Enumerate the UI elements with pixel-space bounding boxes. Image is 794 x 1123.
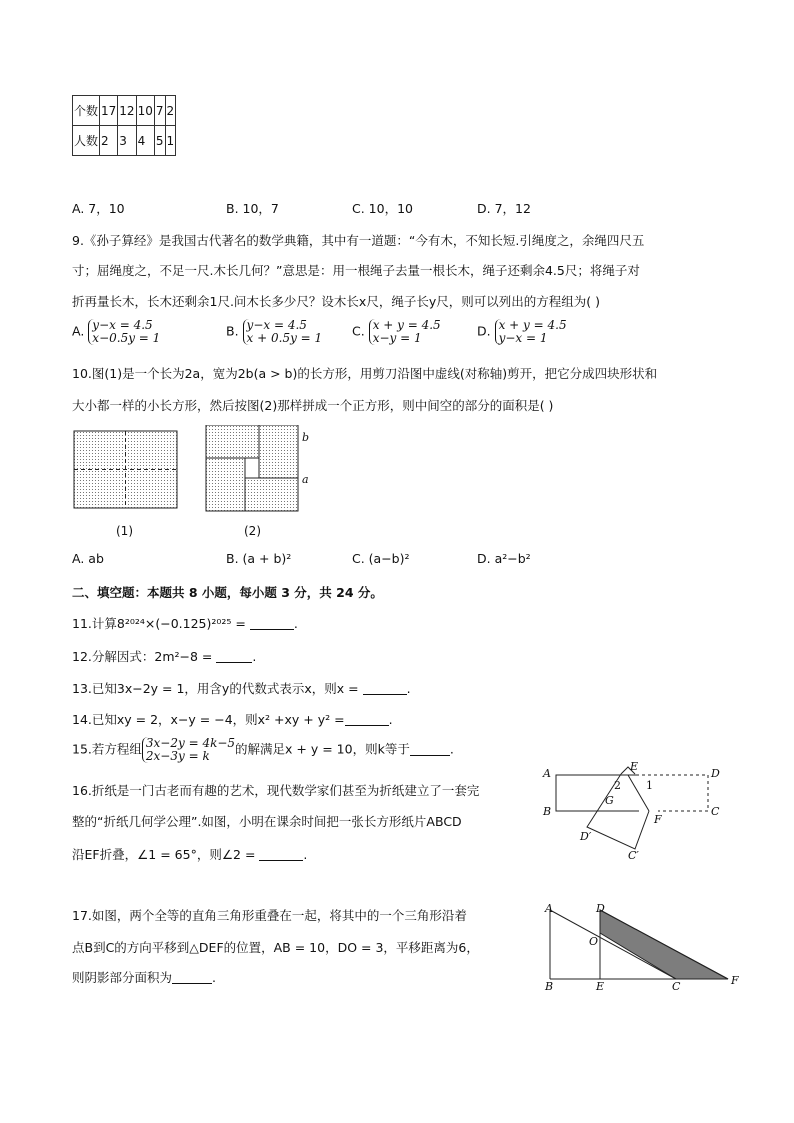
figure2-piece-bottom bbox=[245, 478, 298, 511]
equation-system bbox=[243, 319, 323, 345]
q9-line3: 折再量长木，长木还剩余1尺.问木长多少尺？设木长x尺，绳子长y尺，则可以列出的方程组为( ) bbox=[72, 294, 600, 309]
answer-blank bbox=[363, 682, 407, 695]
section2-heading: 二、填空题：本题共 8 小题，每小题 3 分，共 24 分。 bbox=[72, 585, 383, 600]
point-a: A bbox=[545, 902, 553, 915]
angle-2-label: 2 bbox=[614, 779, 621, 792]
figure2-piece-right bbox=[259, 425, 298, 478]
q9-option-c bbox=[352, 319, 441, 345]
figure1-caption: (1) bbox=[116, 524, 133, 538]
table-cell: 1 bbox=[165, 126, 176, 156]
table-row bbox=[73, 126, 176, 156]
point-d: D bbox=[711, 767, 720, 780]
point-f: F bbox=[654, 813, 662, 826]
q17-line3: 则阴影部分面积为 . bbox=[72, 970, 216, 985]
option-label: B. bbox=[226, 323, 239, 339]
q11-text: 11.计算8²⁰²⁴×(−0.125)²⁰²⁵ = bbox=[72, 616, 246, 631]
option-label: D. bbox=[477, 323, 491, 339]
q9-option-a bbox=[72, 319, 160, 345]
q17-translation-figure bbox=[540, 900, 740, 990]
q9-line2: 寸；屈绳度之，不足一尺.木长几何？”意思是：用一根绳子去量一根长木，绳子还剩余4.5尺；将绳子对 bbox=[72, 263, 640, 278]
label-b: b bbox=[302, 431, 310, 444]
figure2-piece-top bbox=[206, 425, 259, 458]
q15-prefix: 15.若方程组 bbox=[72, 741, 142, 757]
table-cell: 10 bbox=[136, 96, 154, 126]
q10-option-d: D. a²−b² bbox=[477, 551, 531, 566]
equation: y−x = 1 bbox=[498, 331, 548, 345]
q10-line1: 10.图(1)是一个长为2a，宽为2b(a > b)的长方形，用剪刀沿图中虚线(对称轴)剪开，把它分成四块形状和 bbox=[72, 366, 658, 381]
table-cell: 人数 bbox=[73, 126, 100, 156]
equation: x + y = 4.5 bbox=[498, 318, 567, 332]
point-c: C bbox=[672, 980, 681, 993]
q10-option-c: C. (a−b)² bbox=[352, 551, 410, 566]
point-d-prime: D′ bbox=[580, 830, 592, 843]
q9-option-b bbox=[226, 319, 322, 345]
equation: 2x−3y = k bbox=[145, 749, 210, 763]
q16-line3-text: 沿EF折叠，∠1 = 65°，则∠2 = bbox=[72, 847, 256, 862]
equation-system bbox=[142, 737, 235, 763]
table-cell: 7 bbox=[154, 96, 165, 126]
answer-blank bbox=[259, 848, 303, 861]
q11: 11.计算8²⁰²⁴×(−0.125)²⁰²⁵ = . bbox=[72, 616, 298, 631]
q14: 14.已知xy = 2，x−y = −4，则x² +xy + y² = . bbox=[72, 712, 393, 727]
figure2-center-hole bbox=[245, 458, 259, 478]
table-cell: 3 bbox=[118, 126, 136, 156]
point-o: O bbox=[589, 935, 599, 948]
label-a: a bbox=[302, 473, 309, 486]
q9-line1: 9.《孙子算经》是我国古代著名的数学典籍，其中有一道题：“今有木，不知长短.引绳度之，余绳四尺五 bbox=[72, 233, 645, 248]
equation: x + y = 4.5 bbox=[372, 318, 441, 332]
q8-option-b: B. 10，7 bbox=[226, 201, 279, 216]
point-c: C bbox=[711, 805, 720, 818]
q10-figures bbox=[70, 425, 320, 520]
table-cell: 12 bbox=[118, 96, 136, 126]
point-g: G bbox=[605, 794, 614, 807]
answer-blank bbox=[172, 971, 212, 984]
q13: 13.已知3x−2y = 1，用含y的代数式表示x，则x = . bbox=[72, 681, 411, 696]
option-label: A. bbox=[72, 323, 85, 339]
equation-system bbox=[495, 319, 567, 345]
table-row bbox=[73, 96, 176, 126]
table-cell: 5 bbox=[154, 126, 165, 156]
q17-line1: 17.如图，两个全等的直角三角形重叠在一起，将其中的一个三角形沿着 bbox=[72, 908, 467, 923]
q17-line3-text: 则阴影部分面积为 bbox=[72, 970, 173, 985]
figure2-piece-left bbox=[206, 458, 245, 511]
q12: 12.分解因式：2m²−8 = . bbox=[72, 649, 257, 664]
equation: y−x = 4.5 bbox=[246, 318, 307, 332]
option-label: C. bbox=[352, 323, 365, 339]
rectangle-solid-edge bbox=[556, 775, 639, 811]
angle-1-label: 1 bbox=[646, 779, 653, 792]
table-cell: 4 bbox=[136, 126, 154, 156]
answer-blank bbox=[345, 713, 389, 726]
answer-blank bbox=[216, 650, 252, 663]
point-b: B bbox=[545, 980, 554, 993]
q10-line2: 大小都一样的小长方形，然后按图(2)那样拼成一个正方形，则中间空的部分的面积是( ) bbox=[72, 398, 554, 413]
point-c-prime: C′ bbox=[628, 849, 639, 862]
point-e: E bbox=[596, 980, 605, 993]
point-d: D bbox=[596, 902, 605, 915]
point-a: A bbox=[543, 767, 551, 780]
q16-line3: 沿EF折叠，∠1 = 65°，则∠2 = . bbox=[72, 847, 308, 862]
answer-blank bbox=[410, 743, 450, 756]
equation: x−y = 1 bbox=[372, 331, 422, 345]
q16-line1: 16.折纸是一门古老而有趣的艺术，现代数学家们甚至为折纸建立了一套完 bbox=[72, 783, 480, 798]
frequency-table bbox=[72, 95, 176, 156]
q13-text: 13.已知3x−2y = 1，用含y的代数式表示x，则x = bbox=[72, 681, 359, 696]
table-cell: 2 bbox=[165, 96, 176, 126]
q10-option-a: A. ab bbox=[72, 551, 104, 566]
q17-line2: 点B到C的方向平移到△DEF的位置，AB = 10，DO = 3，平移距离为6， bbox=[72, 940, 479, 955]
answer-blank bbox=[250, 617, 294, 630]
figure2-caption: (2) bbox=[244, 524, 261, 538]
point-e: E bbox=[630, 760, 639, 773]
q10-option-b: B. (a + b)² bbox=[226, 551, 292, 566]
equation: x−0.5y = 1 bbox=[92, 331, 161, 345]
q15-suffix: 的解满足x + y = 10，则k等于 bbox=[235, 741, 410, 757]
equation: y−x = 4.5 bbox=[92, 318, 153, 332]
figure2-square bbox=[206, 425, 298, 511]
table-cell: 17 bbox=[100, 96, 118, 126]
table-cell: 个数 bbox=[73, 96, 100, 126]
q8-option-c: C. 10，10 bbox=[352, 201, 413, 216]
q16-line2: 整的“折纸几何学公理”.如图，小明在课余时间把一张长方形纸片ABCD bbox=[72, 814, 462, 829]
q9-option-d bbox=[477, 319, 567, 345]
q14-text: 14.已知xy = 2，x−y = −4，则x² +xy + y² = bbox=[72, 712, 345, 727]
equation: 3x−2y = 4k−5 bbox=[145, 736, 236, 750]
equation: x + 0.5y = 1 bbox=[246, 331, 323, 345]
equation-system bbox=[88, 319, 160, 345]
q8-option-d: D. 7，12 bbox=[477, 201, 531, 216]
point-f: F bbox=[731, 974, 739, 987]
q12-text: 12.分解因式：2m²−8 = bbox=[72, 649, 213, 664]
q8-option-a: A. 7，10 bbox=[72, 201, 125, 216]
table-cell: 2 bbox=[100, 126, 118, 156]
q15: 15.若方程组 3x−2y = 4k−5 2x−3y = k 的解满足x + y = 10，则k等于 . bbox=[72, 736, 454, 763]
point-b: B bbox=[543, 805, 552, 818]
equation-system bbox=[369, 319, 441, 345]
